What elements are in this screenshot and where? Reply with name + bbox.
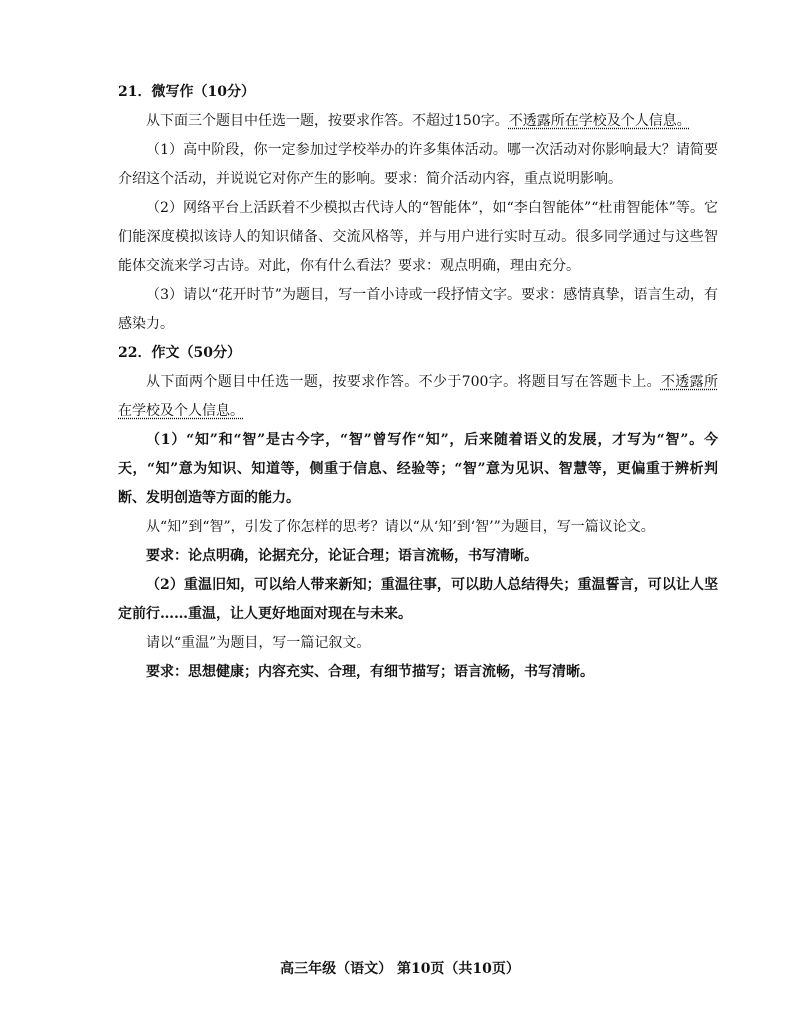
page-content [118, 78, 718, 687]
q22-option-2-requirements: 要求：思想健康；内容充实、合理，有细节描写；语言流畅，书写清晰。 [146, 664, 594, 680]
q22-instructions [118, 368, 718, 426]
q21-option-1: （1）高中阶段，你一定参加过学校举办的许多集体活动。哪一次活动对你影响最大？请简要介绍这个活动，并说说它对你产生的影响。要求：简介活动内容，重点说明影响。 [118, 142, 718, 187]
q22-option-2-prompt: 请以“重温”为题目，写一篇记叙文。 [146, 635, 371, 651]
q21-instructions-main: 从下面三个题目中任选一题，按要求作答。不超过150字。 [146, 113, 509, 129]
q21-instructions-privacy: 不透露所在学校及个人信息。 [508, 113, 691, 129]
q22-option-1-material: （1）“知”和“智”是古今字，“智”曾写作“知”，后来随着语义的发展，才写为“智”。今天，“知”意为知识、知道等，侧重于信息、经验等；“智”意为见识、智慧等，更偏重于辨析判断、发明创造等方面的能力。 [118, 432, 718, 506]
q22-option-1-requirements: 要求：论点明确，论据充分，论证合理；语言流畅，书写清晰。 [146, 548, 538, 564]
q22-title: 22．作文（50分） [118, 345, 241, 361]
q21-option-2: （2）网络平台上活跃着不少模拟古代诗人的“智能体”，如“李白智能体”“杜甫智能体”等。它们能深度模拟该诗人的知识储备、交流风格等，并与用户进行实时互动。很多同学通过与这些智能体交流来学习古诗。对此，你有什么看法？要求：观点明确，理由充分。 [118, 200, 718, 274]
q22-instructions-privacy: 不透露所在学校及个人信息。 [118, 374, 719, 419]
q22-instructions-main: 从下面两个题目中任选一题，按要求作答。不少于700字。将题目写在答题卡上。 [146, 374, 661, 390]
q21-instructions [118, 107, 718, 136]
q21-title: 21．微写作（10分） [118, 84, 255, 100]
q22-option-1-prompt: 从“知”到“智”，引发了你怎样的思考？请以“从‘知’到‘智’”为题目，写一篇议论文。 [146, 519, 655, 535]
q21-option-3: （3）请以“花开时节”为题目，写一首小诗或一段抒情文字。要求：感情真挚，语言生动，有感染力。 [118, 287, 718, 332]
page-footer: 高三年级（语文） 第10页（共10页） [280, 961, 520, 977]
q22-option-2-material: （2）重温旧知，可以给人带来新知；重温往事，可以助人总结得失；重温誓言，可以让人坚定前行……重温，让人更好地面对现在与未来。 [118, 577, 718, 622]
